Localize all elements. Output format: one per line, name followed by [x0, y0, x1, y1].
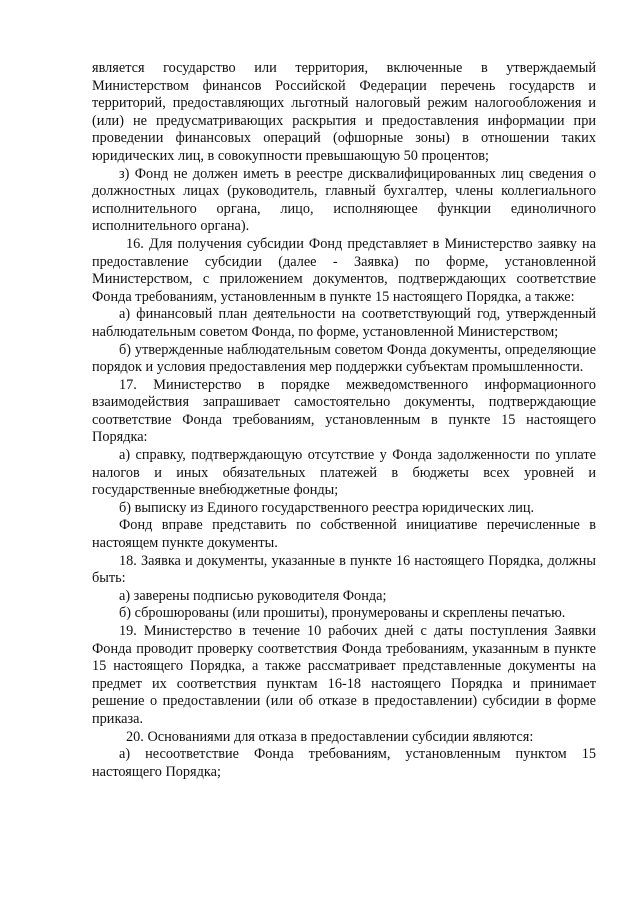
paragraph-continuation: является государство или территория, включенные в утверждаемый Министерством финансов Российской Федерации перечень государств и территорий, предоставляющих льготный налоговый режим налогообложения и (или) не предусматривающих раскрытия и предоставления информации при проведении финансовых операций (офшорные зоны) в отношении таких юридических лиц, в совокупности превышающую 50 процентов; [92, 60, 596, 164]
paragraph-17: 17. Министерство в порядке межведомственного информационного взаимодействия запрашивает самостоятельно документы, подтверждающие соответствие Фонда требованиям, установленным в пункте 15 настоящего Порядка: [92, 376, 596, 446]
paragraph-16-a: а) финансовый план деятельности на соответствующий год, утвержденный наблюдательным советом Фонда, по форме, установленной Министерством; [92, 306, 596, 340]
paragraph-18-a: а) заверены подписью руководителя Фонда; [119, 587, 387, 604]
document-page [92, 60, 596, 781]
paragraph-17-a: а) справку, подтверждающую отсутствие у Фонда задолженности по уплате налогов и иных обязательных платежей в бюджеты всех уровней и государственные внебюджетные фонды; [92, 447, 596, 499]
paragraph-20-a: а) несоответствие Фонда требованиям, установленным пунктом 15 настоящего Порядка; [92, 746, 596, 780]
paragraph-17-note: Фонд вправе представить по собственной инициативе перечисленные в настоящем пункте документы. [92, 517, 596, 552]
paragraph-16: 16. Для получения субсидии Фонд представляет в Министерство заявку на предоставление субсидии (далее - Заявка) по форме, установленной Министерством, с приложением документов, подтверждающих соответствие Фонда требованиям, установленным в пункте 15 настоящего Порядка, а также: [92, 235, 596, 305]
paragraph-item-z: з) Фонд не должен иметь в реестре дисквалифицированных лиц сведения о должностных лицах (руководитель, главный бухгалтер, члены коллегиального исполнительного органа, лицо, исполняющее функции единоличного исполнительного органа). [92, 165, 596, 235]
paragraph-18-b: б) сброшюрованы (или прошиты), пронумерованы и скреплены печатью. [119, 605, 566, 622]
paragraph-18: 18. Заявка и документы, указанные в пункте 16 настоящего Порядка, должны быть: [92, 552, 596, 587]
paragraph-20: 20. Основаниями для отказа в предоставлении субсидии являются: [126, 728, 534, 745]
paragraph-17-b: б) выписку из Единого государственного реестра юридических лиц. [119, 499, 535, 516]
paragraph-16-b: б) утвержденные наблюдательным советом Фонда документы, определяющие порядок и условия предоставления мер поддержки субъектам промышленности. [92, 341, 596, 376]
paragraph-19: 19. Министерство в течение 10 рабочих дней с даты поступления Заявки Фонда проводит проверку соответствия Фонда требованиям, указанным в пункте 15 настоящего Порядка, а также рассматривает представленные документы на предмет их соответствия пунктам 16-18 настоящего Порядка и принимает решение о предоставлении (или об отказе в предоставлении) субсидии в форме приказа. [92, 623, 596, 727]
